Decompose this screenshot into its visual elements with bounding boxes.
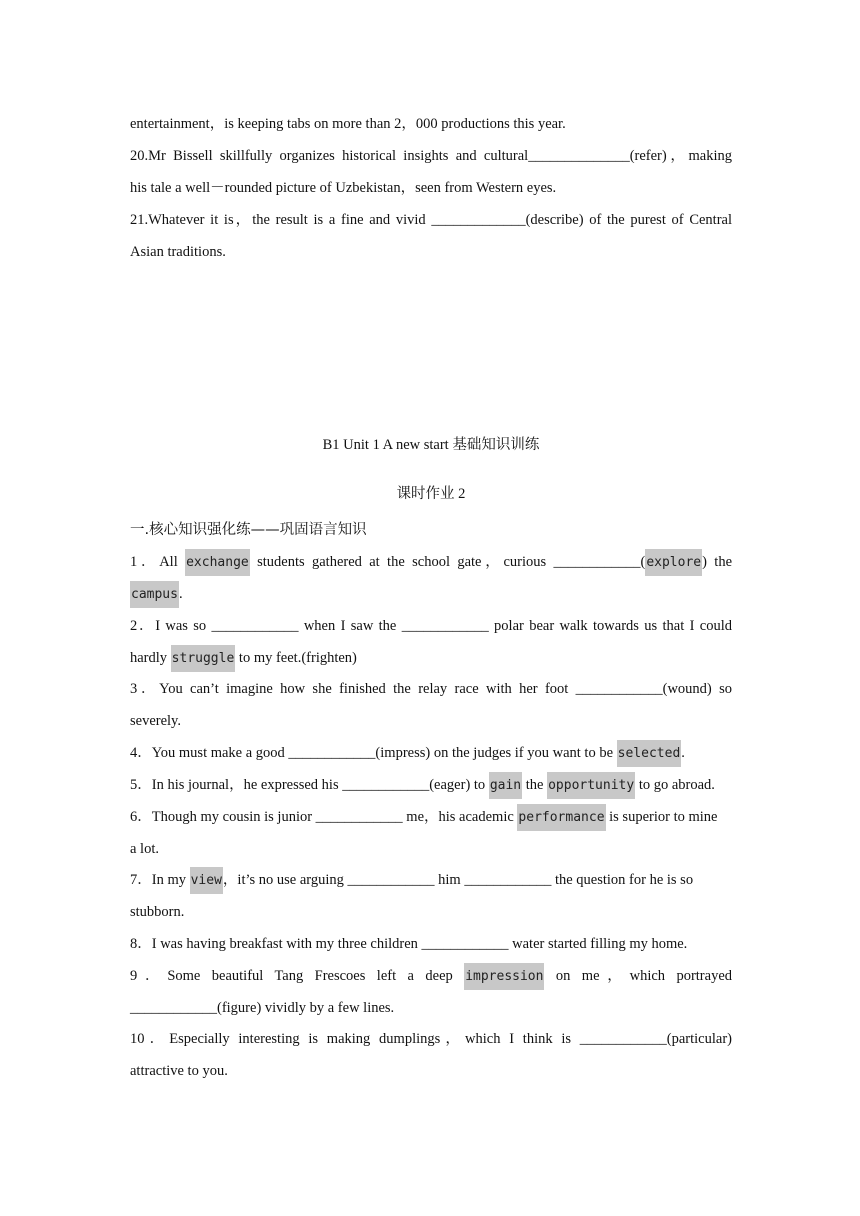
question-9-line-1 — [130, 964, 732, 989]
highlight-word: performance — [517, 804, 605, 831]
question-5-text-b: the — [522, 777, 548, 793]
question-6-line-2: a lot. — [130, 841, 159, 857]
question-2-line-2 — [130, 646, 732, 671]
section-heading: 一.核心知识强化练——巩固语言知识 — [130, 522, 367, 538]
question-1-text-b: students gathered at the school gate，curious ____________( — [257, 554, 646, 570]
question-5-text-c: to go abroad. — [635, 777, 715, 793]
question-10-line-1: 10．Especially interesting is making dumplings，which I think is ____________(particular) — [130, 1031, 732, 1047]
question-2-text-a: hardly — [130, 650, 171, 666]
question-7-text-b: ，it’s no use arguing ____________ him ____________ the question for he is so — [222, 872, 694, 888]
question-1-text-c: ) the — [702, 554, 733, 570]
question-6-line-1 — [130, 805, 732, 830]
question-5-text-a: 5．In his journal，he expressed his ____________(eager) to — [130, 777, 489, 793]
question-7-text-a: 7．In my — [130, 872, 190, 888]
question-4-text-b: . — [681, 745, 685, 761]
question-3-line-2: severely. — [130, 713, 181, 729]
question-6-text-b: is superior to mine — [605, 809, 718, 825]
question-9-text-a: 9．Some beautiful Tang Frescoes left a deep — [130, 968, 453, 984]
question-1-text-a: 1．All — [130, 554, 178, 570]
question-2-text-b: to my feet.(frighten) — [235, 650, 357, 666]
question-7-line-1 — [130, 868, 732, 893]
question-1-text-d: . — [178, 586, 183, 602]
highlight-word: campus — [130, 581, 179, 608]
text-line-top-1: entertainment，is keeping tabs on more than 2，000 productions this year. — [130, 116, 566, 132]
question-20-line-1: 20.Mr Bissell skillfully organizes historical insights and cultural______________(refer)，making — [130, 148, 732, 164]
highlight-word: opportunity — [547, 772, 635, 799]
highlight-word: selected — [617, 740, 682, 767]
question-6-text-a: 6．Though my cousin is junior ____________ me，his academic — [130, 809, 518, 825]
question-9-text-b: on me，which portrayed — [555, 968, 733, 984]
question-8-line-1: 8．I was having breakfast with my three children ____________ water started filling my home. — [130, 936, 688, 952]
question-20-line-2: his tale a well－rounded picture of Uzbekistan，seen from Western eyes. — [130, 180, 557, 196]
question-7-line-2: stubborn. — [130, 904, 185, 920]
highlight-word: explore — [645, 549, 702, 576]
question-10-line-2: attractive to you. — [130, 1063, 228, 1079]
question-21-line-2: Asian traditions. — [130, 244, 226, 260]
question-9-line-2: ____________(figure) vividly by a few lines. — [130, 1000, 395, 1016]
question-4-text-a: 4．You must make a good ____________(impress) on the judges if you want to be — [130, 745, 617, 761]
highlight-word: impression — [464, 963, 544, 990]
question-1-line-2 — [130, 582, 732, 607]
highlight-word: struggle — [171, 645, 236, 672]
question-3-line-1: 3．You can’t imagine how she finished the relay race with her foot ____________(wound) so — [130, 681, 732, 697]
highlight-word: view — [190, 867, 223, 894]
question-1-line-1 — [130, 550, 732, 575]
question-4-line-1 — [130, 741, 732, 766]
highlight-word: exchange — [185, 549, 250, 576]
question-5-line-1 — [130, 773, 732, 798]
page-title: B1 Unit 1 A new start 基础知识训练 — [322, 437, 540, 453]
highlight-word: gain — [489, 772, 522, 799]
question-21-line-1: 21.Whatever it is，the result is a fine and vivid _____________(describe) of the purest of Central — [130, 212, 732, 228]
page-subtitle: 课时作业 2 — [396, 486, 466, 502]
question-2-line-1: 2．I was so ____________ when I saw the ____________ polar bear walk towards us that I could — [130, 618, 732, 634]
